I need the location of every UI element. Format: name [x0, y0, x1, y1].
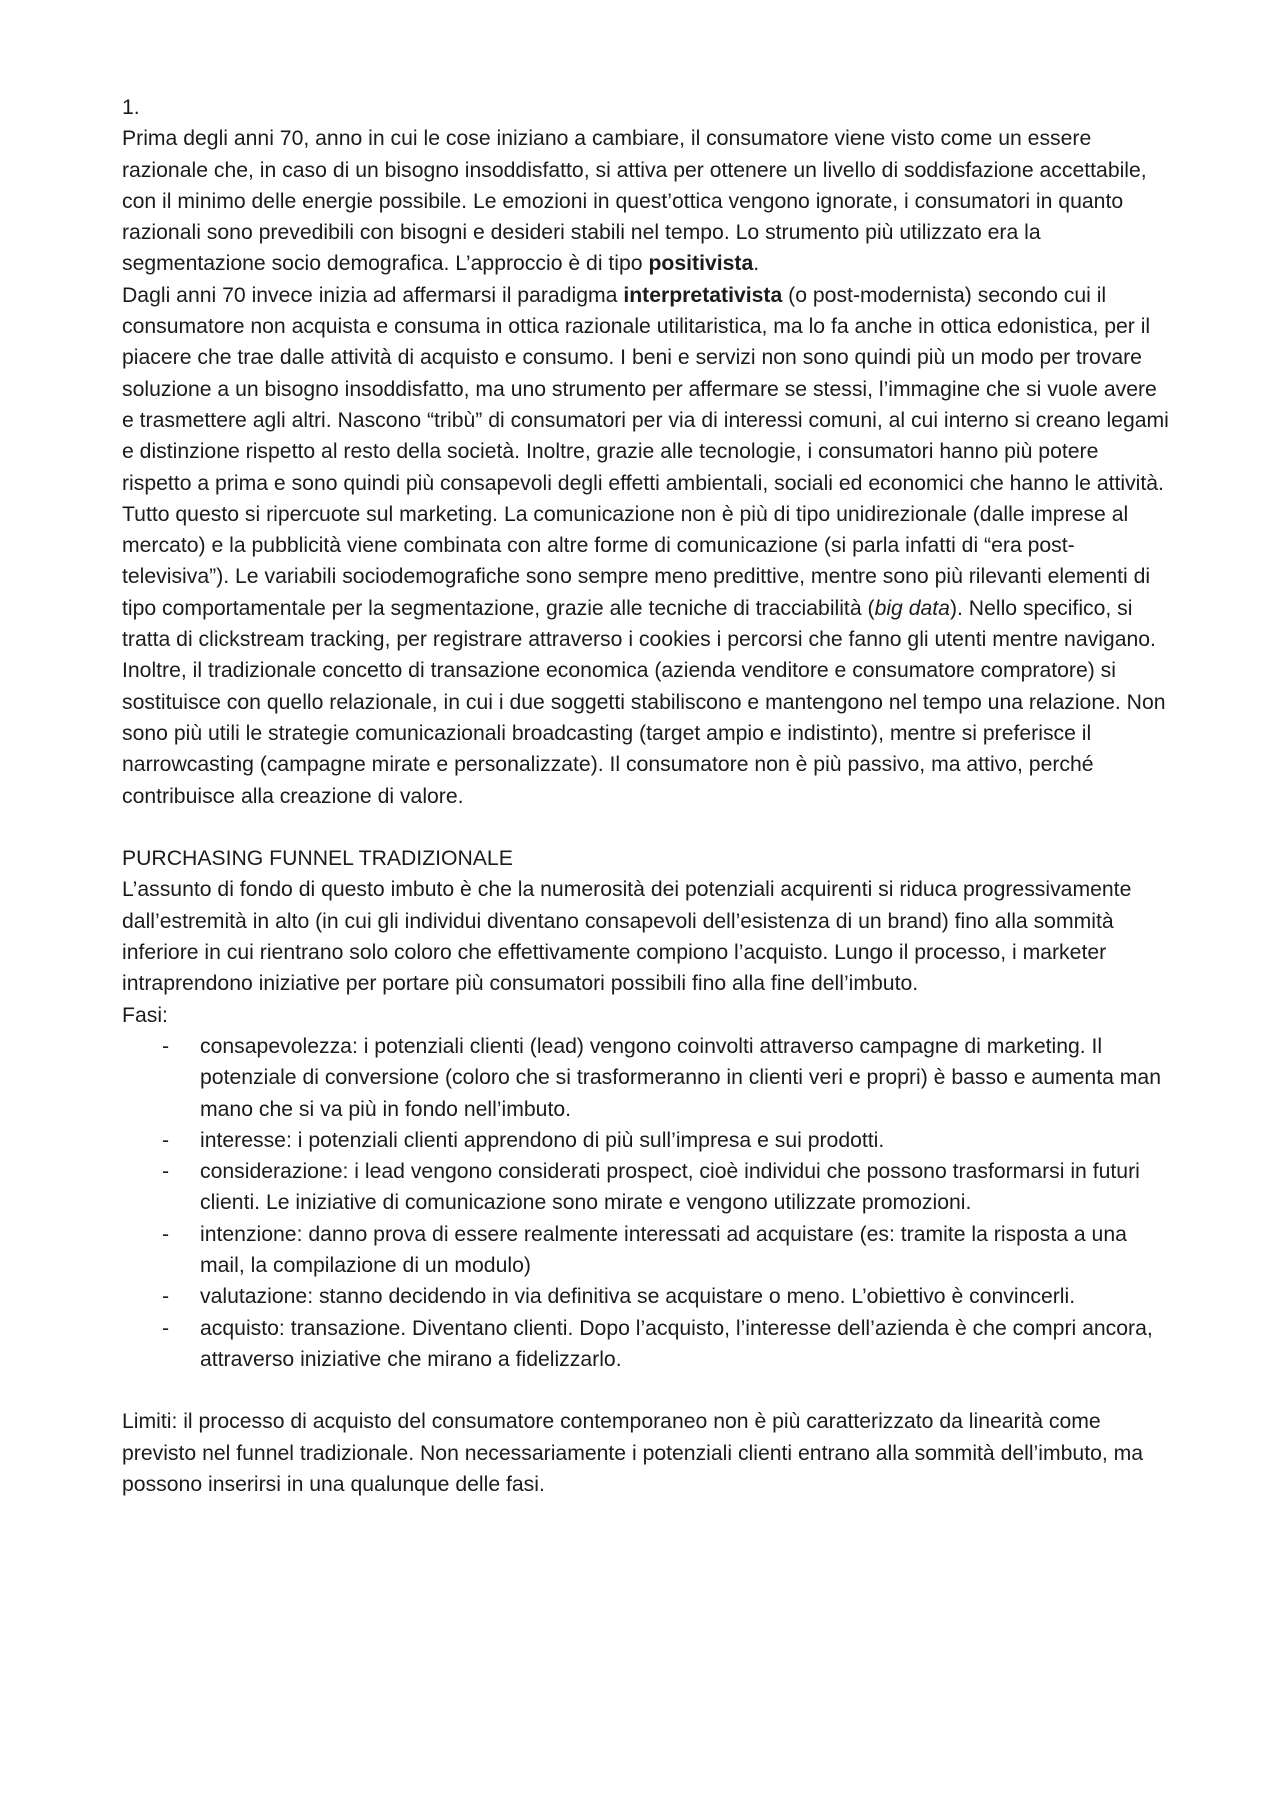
list-item [122, 1125, 1172, 1156]
bullet-dash: - [162, 1285, 170, 1309]
para2-text-b: (o post-modernista) secondo cui il consumatore non acquista e consuma in ottica razionale utilitaristica, ma lo fa anche in ottica edonistica, per il piacere che trae dalle attività di acquisto e consumo. I beni e servizi non sono quindi più un modo per trovare soluzione a un bisogno insoddisfatto, ma uno strumento per affermare se stessi, l’immagine che si vuole avere e trasmettere agli altri. Nascono “tribù” di consumatori per via di interessi comuni, al cui interno si creano legami e distinzione rispetto al resto della società. Inoltre, grazie alle tecnologie, i consumatori hanno più potere rispetto a prima e sono quindi più consapevoli degli effetti ambientali, sociali ed economici che hanno le attività. [122, 283, 1169, 495]
bullet-dash: - [162, 1222, 170, 1246]
paragraph-interpretativist [122, 280, 1172, 499]
para3-text-a: Tutto questo si ripercuote sul marketing. La comunicazione non è più di tipo unidirezionale (dalle imprese al mercato) e la pubblicità viene combinata con altre forme di comunicazione (si parla infatti di “era post-televisiva”). Le variabili sociodemografiche sono sempre meno predittive, mentre sono più rilevanti elementi di tipo comportamentale per la segmentazione, grazie alle tecniche di tracciabilità ( [122, 502, 1151, 620]
term-interpretativista: interpretativista [623, 283, 783, 307]
phase-text: intenzione: danno prova di essere realmente interessati ad acquistare (es: tramite la risposta a una mail, la compilazione di un modulo) [200, 1222, 1127, 1277]
bullet-dash: - [162, 1128, 170, 1152]
para1-text-b: . [753, 252, 760, 276]
phase-text: acquisto: transazione. Diventano clienti. Dopo l’acquisto, l’interesse dell’azienda è che compri ancora, attraverso iniziative che mirano a fidelizzarlo. [200, 1316, 1153, 1371]
term-positivista: positivista [648, 252, 754, 276]
phases-label: Fasi: [122, 1003, 168, 1027]
para1-text-a: Prima degli anni 70, anno in cui le cose iniziano a cambiare, il consumatore viene visto come un essere razionale che, in caso di un bisogno insoddisfatto, si attiva per ottenere un livello di soddisfazione accettabile, con il minimo delle energie possibile. Le emozioni in quest’ottica vengono ignorate, i consumatori in quanto razionali sono prevedibili con bisogni e desideri stabili nel tempo. Lo strumento più utilizzato era la segmentazione socio demografica. L’approccio è di tipo [122, 127, 1147, 276]
limits-paragraph: Limiti: il processo di acquisto del consumatore contemporaneo non è più caratterizzato da linearità come previsto nel funnel tradizionale. Non necessariamente i potenziali clienti entrano alla sommità dell’imbuto, ma possono inserirsi in una qualunque delle fasi. [122, 1410, 1144, 1497]
blank-line [122, 812, 1172, 843]
bullet-dash: - [162, 1160, 170, 1184]
document-page [122, 92, 1172, 1500]
list-item [122, 1281, 1172, 1312]
para3-text-b: ). Nello specifico, si tratta di clickstream tracking, per registrare attraverso i cookies i percorsi che fanno gli utenti mentre navigano. Inoltre, il tradizionale concetto di transazione economica (azienda venditore e consumatore compratore) si sostituisce con quello relazionale, in cui i due soggetti stabiliscono e mantengono nel tempo una relazione. Non sono più utili le strategie comunicazionali broadcasting (target ampio e indistinto), mentre si preferisce il narrowcasting (campagne mirate e personalizzate). Il consumatore non è più passivo, ma attivo, perché contribuisce alla creazione di valore. [122, 596, 1166, 808]
blank-line [122, 1375, 1172, 1406]
list-item [122, 1219, 1172, 1282]
list-item [122, 1156, 1172, 1219]
para2-text-a: Dagli anni 70 invece inizia ad affermarsi il paradigma [122, 283, 624, 307]
list-item [122, 1031, 1172, 1125]
bullet-dash: - [162, 1034, 170, 1058]
paragraph-marketing [122, 499, 1172, 812]
list-item [122, 1313, 1172, 1376]
term-big-data: big data [874, 596, 950, 620]
phase-text: interesse: i potenziali clienti apprendono di più sull’impresa e sui prodotti. [200, 1128, 885, 1152]
bullet-dash: - [162, 1316, 170, 1340]
phase-text: considerazione: i lead vengono considerati prospect, cioè individui che possono trasformarsi in futuri clienti. Le iniziative di comunicazione sono mirate e vengono utilizzate promozioni. [200, 1160, 1140, 1215]
funnel-intro: L’assunto di fondo di questo imbuto è che la numerosità dei potenziali acquirenti si riduca progressivamente dall’estremità in alto (in cui gli individui diventano consapevoli dell’esistenza di un brand) fino alla sommità inferiore in cui rientrano solo coloro che effettivamente compiono l’acquisto. Lungo il processo, i marketer intraprendono iniziative per portare più consumatori possibili fino alla fine dell’imbuto. [122, 878, 1132, 996]
phases-list [122, 1031, 1172, 1375]
funnel-title: PURCHASING FUNNEL TRADIZIONALE [122, 847, 513, 871]
section-number: 1. [122, 96, 140, 119]
phase-text: consapevolezza: i potenziali clienti (lead) vengono coinvolti attraverso campagne di marketing. Il potenziale di conversione (coloro che si trasformeranno in clienti veri e propri) è basso e aumenta man mano che si va più in fondo nell’imbuto. [200, 1034, 1161, 1121]
phase-text: valutazione: stanno decidendo in via definitiva se acquistare o meno. L’obiettivo è convincerli. [200, 1285, 1076, 1309]
paragraph-positivist [122, 123, 1172, 279]
